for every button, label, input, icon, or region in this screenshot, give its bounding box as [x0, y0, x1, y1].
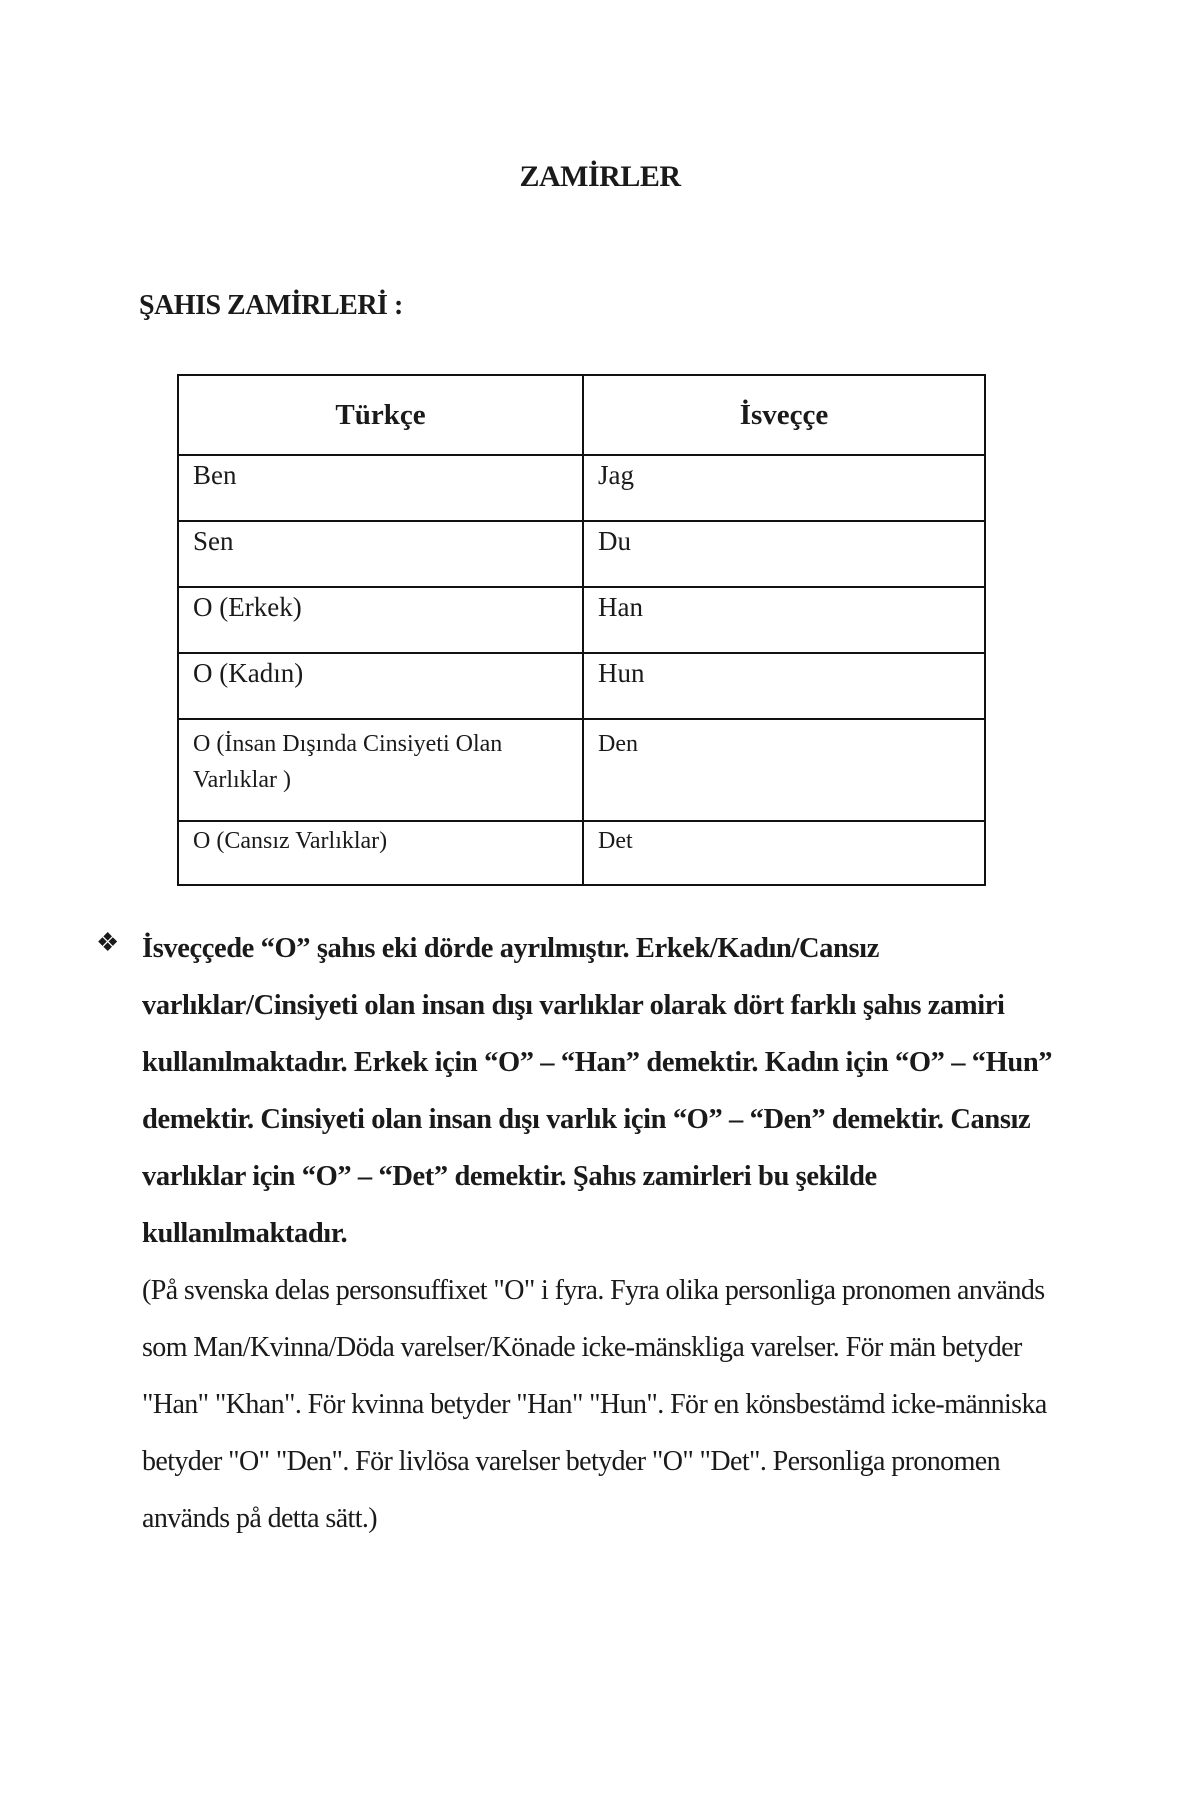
cell-swedish: Den	[583, 719, 985, 821]
column-header-swedish: İsveççe	[583, 375, 985, 455]
cell-swedish: Det	[583, 821, 985, 885]
cell-swedish: Du	[583, 521, 985, 587]
turkish-explanation: İsveççede “O” şahıs eki dörde ayrılmıştır. Erkek/Kadın/Cansız varlıklar/Cinsiyeti olan insan dışı varlıklar olarak dört farklı şahıs zamiri kullanılmaktadır. Erkek için “O” – “Han” demektir. Kadın için “O” – “Hun” demektir. Cinsiyeti olan insan dışı varlık için “O” – “Den” demektir. Cansız varlıklar için “O” – “Det” demektir. Şahıs zamirleri bu şekilde kullanılmaktadır.	[142, 933, 1053, 1249]
cell-swedish: Jag	[583, 455, 985, 521]
pronoun-table	[177, 374, 986, 886]
column-header-turkish: Türkçe	[178, 375, 583, 455]
cell-turkish: Sen	[178, 521, 583, 587]
cell-swedish: Han	[583, 587, 985, 653]
cell-turkish: O (Cansız Varlıklar)	[178, 821, 583, 885]
table-row	[178, 719, 985, 821]
cell-turkish: O (Kadın)	[178, 653, 583, 719]
table-row	[178, 587, 985, 653]
table-header-row	[178, 375, 985, 455]
diamond-bullet-icon: ❖	[96, 928, 120, 957]
cell-turkish: Ben	[178, 455, 583, 521]
table-row	[178, 455, 985, 521]
cell-turkish: O (Erkek)	[178, 587, 583, 653]
table-row	[178, 821, 985, 885]
table-row	[178, 653, 985, 719]
table-row	[178, 521, 985, 587]
swedish-explanation: (På svenska delas personsuffixet "O" i fyra. Fyra olika personliga pronomen används som Man/Kvinna/Döda varelser/Könade icke-mänskliga varelser. För män betyder "Han" "Khan". För kvinna betyder "Han" "Hun". För en könsbestämd icke-människa betyder "O" "Den". För livlösa varelser betyder "O" "Det". Personliga pronomen används på detta sätt.)	[142, 1275, 1047, 1534]
explanation-bullet	[96, 920, 1086, 1547]
section-heading: ŞAHIS ZAMİRLERİ :	[139, 290, 403, 321]
cell-turkish: O (İnsan Dışında Cinsiyeti Olan Varlıklar )	[178, 719, 583, 821]
cell-swedish: Hun	[583, 653, 985, 719]
page-title: ZAMİRLER	[519, 160, 681, 193]
